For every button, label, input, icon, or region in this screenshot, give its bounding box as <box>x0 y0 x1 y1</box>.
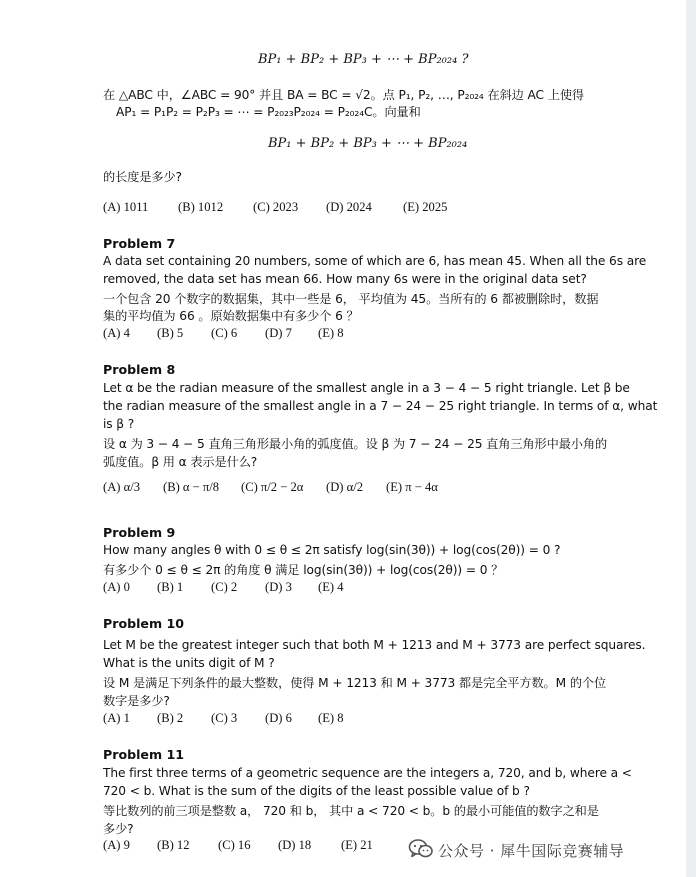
intro-cn-line-3: 的长度是多少? <box>103 170 182 184</box>
problem-9-cn-1: 有多少个 0 ≤ θ ≤ 2π 的角度 θ 满足 log(sin(3θ)) + log(cos(2θ)) = 0 ？ <box>103 563 504 577</box>
choice-a: (A) 9 <box>103 838 130 852</box>
problem-9-title: Problem 9 <box>103 525 176 540</box>
choice-b: (B) 1012 <box>178 200 224 214</box>
choice-a: (A) 1011 <box>103 200 149 214</box>
top-vector-sum: BP₁ + BP₂ + BP₃ + ⋯ + BP₂₀₂₄ ? <box>258 52 469 67</box>
problem-11-en-2: 720 < b. What is the sum of the digits of the least possible value of b ? <box>103 784 530 798</box>
problem-11-choices <box>103 838 403 856</box>
problem-8-title: Problem 8 <box>103 362 176 377</box>
choice-d: (D) 18 <box>278 838 312 852</box>
problem-7-cn-2: 集的平均值为 66 。原始数据集中有多少个 6 ？ <box>103 309 359 323</box>
problem-9-en-1: How many angles θ with 0 ≤ θ ≤ 2π satisfy log(sin(3θ)) + log(cos(2θ)) = 0 ? <box>103 543 561 557</box>
choice-a: (A) 0 <box>103 580 130 594</box>
problem-9-choices <box>103 580 403 598</box>
choice-c: (C) 2 <box>211 580 238 594</box>
problem-8-en-1: Let α be the radian measure of the smallest angle in a 3 − 4 − 5 right triangle. Let β be <box>103 381 630 395</box>
choice-a: (A) 1 <box>103 711 130 725</box>
problem-8-choices <box>103 480 463 500</box>
problem-11-cn-1: 等比数列的前三项是整数 a， 720 和 b， 其中 a < 720 < b。b 的最小可能值的数字之和是 <box>103 804 599 818</box>
problem-10-choices <box>103 711 403 729</box>
problem-11-en-1: The first three terms of a geometric sequence are the integers a, 720, and b, where a < <box>103 766 632 780</box>
choice-b: (B) α − π/8 <box>163 480 220 494</box>
choice-c: (C) 16 <box>218 838 251 852</box>
problem-10-title: Problem 10 <box>103 616 184 631</box>
choice-e: (E) 2025 <box>403 200 448 214</box>
problem-7-en-2: removed, the data set has mean 66. How many 6s were in the original data set? <box>103 272 587 286</box>
choice-d: (D) 3 <box>265 580 292 594</box>
wechat-icon <box>408 838 434 860</box>
problem-7-title: Problem 7 <box>103 236 176 251</box>
choice-e: (E) 8 <box>318 711 344 725</box>
problem-11-title: Problem 11 <box>103 747 184 762</box>
choice-e: (E) 21 <box>341 838 373 852</box>
choice-e: (E) 4 <box>318 580 344 594</box>
problem-10-cn-2: 数字是多少? <box>103 694 170 708</box>
intro-cn-line-2: AP₁ = P₁P₂ = P₂P₃ = ⋯ = P₂₀₂₃P₂₀₂₄ = P₂₀₂₄C。向量和 <box>116 105 421 119</box>
choice-e: (E) 8 <box>318 326 344 340</box>
problem-7-en-1: A data set containing 20 numbers, some of which are 6, has mean 45. When all the 6s are <box>103 254 647 268</box>
problem-8-cn-2: 弧度值。β 用 α 表示是什么? <box>103 455 258 469</box>
choice-c: (C) 2023 <box>253 200 299 214</box>
problem-10-en-2: What is the units digit of M ? <box>103 656 275 670</box>
problem-8-cn-1: 设 α 为 3 − 4 − 5 直角三角形最小角的弧度值。设 β 为 7 − 24 − 25 直角三角形中最小角的 <box>103 437 608 451</box>
choice-d: (D) α/2 <box>326 480 364 494</box>
scroll-edge <box>686 0 696 877</box>
intro-cn-line-1: 在 △ABC 中，∠ABC = 90° 并且 BA = BC = √2。点 P₁, P₂, …, P₂₀₂₄ 在斜边 AC 上使得 <box>103 88 584 102</box>
choice-b: (B) 12 <box>157 838 190 852</box>
problem-11-cn-2: 多少? <box>103 822 134 836</box>
choice-d: (D) 2024 <box>326 200 372 214</box>
choice-b: (B) 5 <box>157 326 184 340</box>
choice-a: (A) 4 <box>103 326 130 340</box>
choice-d: (D) 6 <box>265 711 292 725</box>
choice-a: (A) α/3 <box>103 480 141 494</box>
choice-b: (B) 2 <box>157 711 184 725</box>
watermark-text: 公众号 · 犀牛国际竞赛辅导 <box>438 842 625 860</box>
choice-c: (C) π/2 − 2α <box>241 480 304 494</box>
problem-7-choices <box>103 326 403 344</box>
problem-8-en-3: is β ? <box>103 417 135 431</box>
mid-vector-sum: BP₁ + BP₂ + BP₃ + ⋯ + BP₂₀₂₄ <box>268 136 468 151</box>
problem-10-en-1: Let M be the greatest integer such that both M + 1213 and M + 3773 are perfect squares. <box>103 638 646 652</box>
choice-d: (D) 7 <box>265 326 292 340</box>
choice-b: (B) 1 <box>157 580 184 594</box>
intro-choices <box>103 200 663 218</box>
problem-7-cn-1: 一个包含 20 个数字的数据集，其中一些是 6， 平均值为 45。当所有的 6 都被删除时，数据 <box>103 292 599 306</box>
choice-c: (C) 6 <box>211 326 238 340</box>
problem-8-en-2: the radian measure of the smallest angle in a 7 − 24 − 25 right triangle. In terms of α, what <box>103 399 658 413</box>
choice-e: (E) π − 4α <box>386 480 438 494</box>
choice-c: (C) 3 <box>211 711 238 725</box>
problem-10-cn-1: 设 M 是满足下列条件的最大整数，使得 M + 1213 和 M + 3773 都是完全平方数。M 的个位 <box>103 676 607 690</box>
